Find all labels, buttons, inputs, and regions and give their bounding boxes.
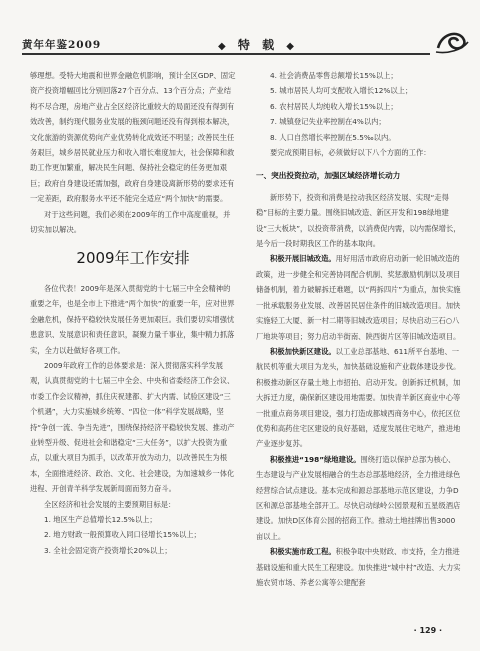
list-item: 1. 地区生产总值增长12.5%以上； bbox=[44, 514, 157, 524]
paragraph bbox=[256, 544, 462, 590]
paragraph: 新形势下，投资和消费是拉动我区经济发展、实现“走得稳”目标的主要力量。围绕旧城改造、新区开发和198绿地建设“三大板块”，以投资带消费，以消费促内需，以内需保增长，是今后一段时期我区工作的基本取向。 bbox=[256, 192, 461, 249]
paragraph: 2009年政府工作的总体要求是：深入贯彻落实科学发展观，认真贯彻党的十七届三中全会、中央和省委经济工作会议、市委工作会议精神，抓住庆祝建都、扩大内需、试验区建设“三个机遇”，大力实施城乡统筹、“四位一体”科学发展战略，坚持“争创一流、争当先进”，围绕保持经济平稳较快发展、推动产业转型升级、促进社会和谐稳定“三大任务”，以扩大投资为重点，以重大项目为抓手，以改革开放为动力，以改善民生为根本，全面推进经济、政治、文化、社会建设，为加速城乡一体化进程、开创青羊科学发展新局面而努力奋斗。 bbox=[30, 360, 235, 494]
list-item: 2. 地方财政一般预算收入同口径增长15%以上； bbox=[44, 530, 201, 540]
page-header bbox=[22, 34, 432, 56]
paragraph-lead: 积极加快新区建设。 bbox=[270, 346, 336, 356]
list-item: 3. 全社会固定资产投资增长20%以上； bbox=[44, 545, 172, 555]
paragraph-body: 用好用活市政府启动新一轮旧城改造的政策，进一步健全和完善协同配合机制、奖惩激励机制以及项目储备机制，着力破解拆迁难题，以“两拆四片”为重点，加快实施一批承载服务业发展、改善居民居住条件的旧城改造项目。加快实施轻工大厦、新一村二期等旧城改造项目；尽快启动三石○八厂地块等项目；努力启动半街南、陕西街片区等旧城改造项目。 bbox=[256, 254, 461, 341]
subsection-heading: 一、突出投资拉动，加强区域经济增长动力 bbox=[256, 171, 401, 181]
right-column bbox=[256, 68, 462, 590]
list-item: 8. 人口自然增长率控制在5.5‰以内。 bbox=[270, 132, 396, 142]
paragraph-body: 积极争取中央财政、市支持，全力推进基础设施和重大民生工程建设。加快推进“城中村”改造、大力实施农贸市场、养老公寓等公建配套 bbox=[256, 547, 461, 587]
paragraph bbox=[256, 251, 462, 343]
left-column bbox=[30, 68, 236, 558]
paragraph-body: 以工业总部基地、611所平台基地、一航民机等重大项目为龙头，加快基础设施和产业载体建设步伐。积极推动新区存量土地上市招拍、启动开发。创新拆迁机制，加大拆迁力度，确保新区建设用地需要。加快青羊新区商业中心等一批重点商务项目建设，强力打造成都城西商务中心，依托区位优势和高药住宅区建设的良好基础，适度发展住宅地产，推进地产业逐步复苏。 bbox=[256, 346, 461, 449]
section-label: 特 载 bbox=[237, 38, 279, 52]
list-item: 6. 农村居民人均纯收入增长15%以上； bbox=[270, 101, 398, 111]
paragraph: 够理想。受特大地震和世界金融危机影响，预计全区GDP、固定资产投资增幅回比分别回落27个百分点、13个百分点；产业结构不尽合理，房地产业占全区经济比重较大的局面还没有得到有效改善，制约现代服务业发展的瓶颈问题还没有得到根本解决，文化旅游的资源优势向产业优势转化成效还不明显；改善民生任务艰巨，城乡居民就业压力和收入增长难度加大，社会保障和救助工作更加繁重，解决民生问题、保持社会稳定的任务更加艰巨；政府自身建设还需加强，政府自身建设离新形势的要求还有一定差距，政府服务水平还不能完全适应“两个加快”的需要。 bbox=[30, 71, 236, 204]
paragraph-lead: 积极推进“198”绿地建设。 bbox=[270, 454, 361, 464]
paragraph bbox=[256, 344, 462, 452]
list-item: 4. 社会消费品零售总额增长15%以上； bbox=[270, 71, 398, 80]
paragraph-lead: 积极开展旧城改造。 bbox=[270, 254, 336, 264]
paragraph: 全区经济和社会发展的主要预期目标是： bbox=[44, 499, 176, 509]
diamond-icon: ◆ bbox=[218, 41, 230, 52]
section-title bbox=[218, 36, 298, 53]
yearbook-title: 黄年年鉴2009 bbox=[22, 39, 102, 51]
paragraph: 要完成预期目标，必须做好以下八个方面的工作： bbox=[270, 148, 431, 158]
list-item: 5. 城市居民人均可支配收入增长12%以上； bbox=[270, 86, 413, 96]
section-heading: 2009年工作安排 bbox=[76, 249, 190, 268]
paragraph: 各位代表！2009年是深入贯彻党的十七届三中全会精神的重要之年，也是全市上下推进“两个加快”的重要一年，应对世界金融危机，保持平稳较快发展任务更加艰巨。我们要切实增强忧患意识、发展意识和责任意识，凝聚力量千事业，集中精力抓落实，全力以赴做好各项工作。 bbox=[30, 283, 235, 355]
paragraph-body: 围绕打造以保护总部为核心、生态建设与产业发展相融合的生态总部基地经济，全力推进绿色经营综合试点建设。基本完成和源总部基地示范区建设，力争D区和源总部基地全部开工。尽快启动绿岭公园景观和五星级酒店建设。加快D区体育公园的招商工作。推动土地挂牌出售3000亩以上。 bbox=[256, 454, 461, 541]
diamond-icon: ◆ bbox=[286, 41, 298, 52]
page-number: · 129 · bbox=[413, 626, 442, 635]
paragraph-lead: 积极实施市政工程。 bbox=[270, 547, 336, 557]
header-rule bbox=[22, 53, 430, 55]
paragraph bbox=[256, 452, 462, 544]
paragraph: 对于这些问题，我们必须在2009年的工作中高度重视，并切实加以解决。 bbox=[30, 209, 231, 235]
list-item: 7. 城镇登记失业率控制在4%以内； bbox=[270, 117, 386, 127]
swirl-logo-icon bbox=[434, 28, 470, 54]
